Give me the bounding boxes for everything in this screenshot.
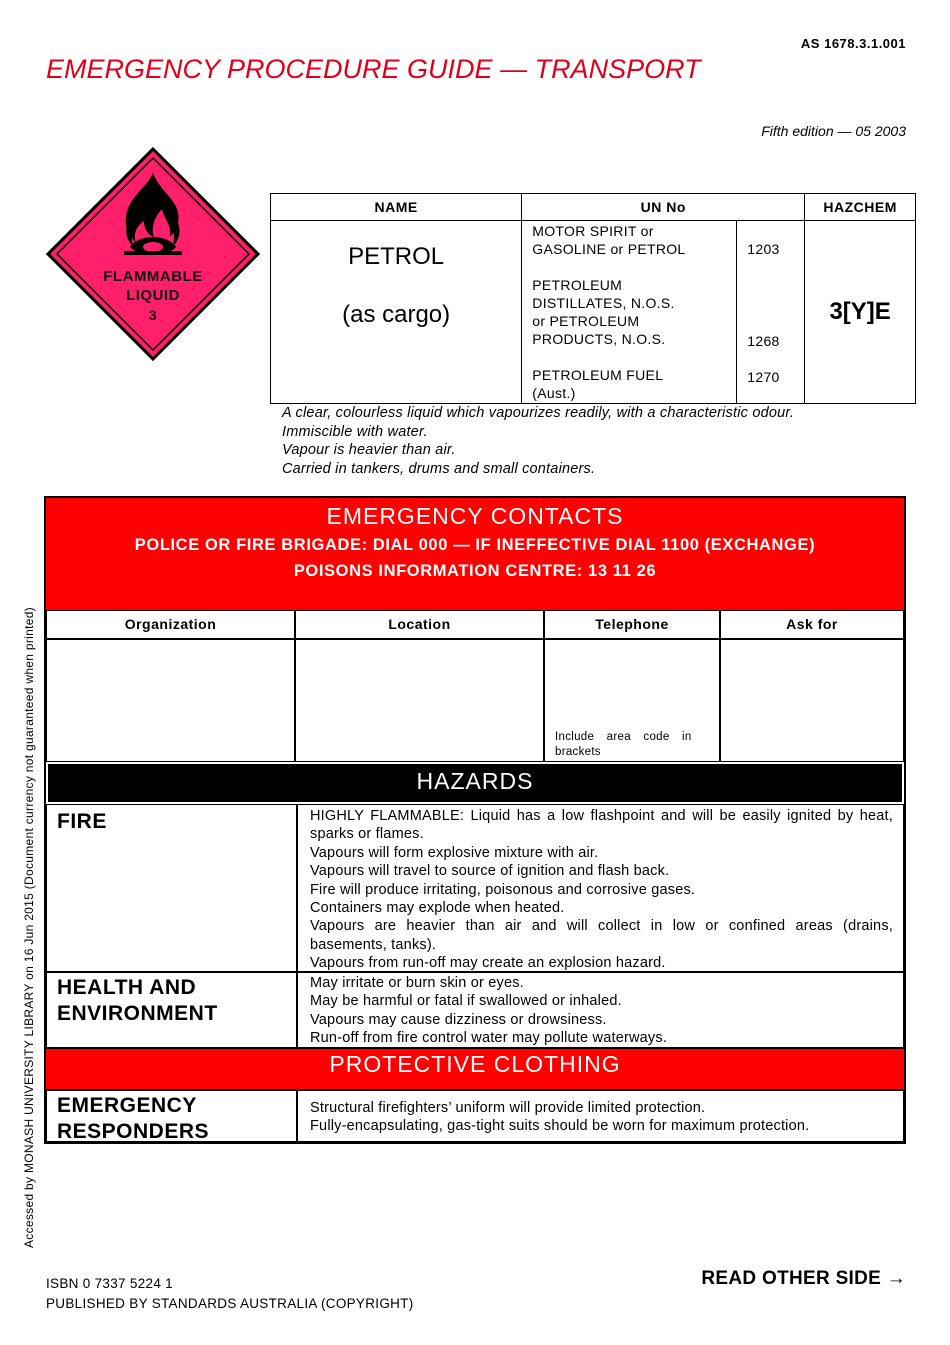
emergency-contacts-banner (46, 498, 904, 610)
un-no-header: UN No (522, 194, 805, 221)
product-description (282, 404, 794, 478)
location-field[interactable] (295, 639, 544, 762)
responders-text-1: Structural firefighters’ uniform will provide limited protection. (310, 1100, 706, 1116)
telephone-note: Include area code in brackets (555, 731, 692, 758)
product-name-sub: (as cargo) (342, 301, 451, 328)
un-desc-2d: PRODUCTS, N.O.S. (532, 331, 666, 347)
telephone-field[interactable] (544, 639, 720, 762)
fire-text-3: Vapours will travel to source of ignition and flash back. (310, 863, 670, 880)
health-text-4: Run-off from fire control water may pollute waterways. (310, 1030, 668, 1047)
page-title: EMERGENCY PROCEDURE GUIDE — TRANSPORT (46, 54, 701, 84)
flammable-liquid-placard (46, 147, 260, 361)
fire-text-1: HIGHLY FLAMMABLE: Liquid has a low flashpoint and will be easily ignited by heat, sparks or flames. (310, 808, 893, 843)
organization-field[interactable] (46, 639, 295, 762)
fire-text-2: Vapours will form explosive mixture with air. (310, 844, 599, 861)
health-text-3: Vapours may cause dizziness or drowsiness. (310, 1011, 607, 1028)
health-label-2: ENVIRONMENT (57, 1002, 218, 1025)
un-desc-2a: PETROLEUM (532, 277, 623, 293)
fire-text-4: Fire will produce irritating, poisonous and corrosive gases. (310, 881, 696, 898)
hazchem-code: 3[Y]E (805, 221, 916, 404)
placard-line-2: LIQUID (126, 287, 180, 304)
description-line-4: Carried in tankers, drums and small containers. (282, 460, 596, 477)
placard-class-number: 3 (148, 307, 158, 323)
hazchem-header: HAZCHEM (805, 194, 916, 221)
un-number-cell (522, 221, 805, 404)
hazards-banner (46, 762, 904, 804)
edition-label: Fifth edition — 05 2003 (761, 123, 906, 139)
column-ask-for: Ask for (720, 610, 904, 639)
fire-text-7: Vapours from run-off may create an explosion hazard. (310, 955, 666, 972)
fire-text-cell (297, 804, 904, 972)
isbn: ISBN 0 7337 5224 1 (46, 1276, 173, 1291)
responders-label-1: EMERGENCY (57, 1094, 197, 1117)
description-line-1: A clear, colourless liquid which vapourizes readily, with a characteristic odour. (282, 405, 795, 421)
product-name: PETROL (348, 243, 445, 270)
health-text-2: May be harmful or fatal if swallowed or inhaled. (310, 993, 622, 1010)
publisher: PUBLISHED BY STANDARDS AUSTRALIA (COPYRIGHT) (46, 1296, 414, 1311)
fire-text-6: Vapours are heavier than air and will collect in low or confined areas (drains, basements, tanks). (310, 918, 893, 953)
un-desc-3b: (Aust.) (532, 385, 576, 401)
protective-clothing-title: PROTECTIVE CLOTHING (329, 1051, 621, 1077)
fire-label-cell (46, 804, 297, 972)
health-text-1: May irritate or burn skin or eyes. (310, 975, 524, 991)
description-line-2: Immiscible with water. (282, 423, 428, 440)
responders-text-2: Fully-encapsulating, gas-tight suits should be worn for maximum protection. (310, 1118, 810, 1135)
responders-label-2: RESPONDERS (57, 1120, 210, 1143)
standard-number: AS 1678.3.1.001 (800, 36, 906, 51)
un-desc-3a: PETROLEUM FUEL (532, 367, 664, 383)
column-organization: Organization (46, 610, 295, 639)
placard-diamond (46, 147, 260, 361)
ask-for-field[interactable] (720, 639, 904, 762)
protective-clothing-banner (46, 1048, 904, 1090)
fire-text-5: Containers may explode when heated. (310, 900, 565, 917)
emergency-contacts-line-2: POISONS INFORMATION CENTRE: 13 11 26 (293, 562, 657, 580)
hazards-title: HAZARDS (416, 768, 534, 794)
product-table (270, 193, 916, 404)
health-text-cell (297, 972, 904, 1048)
description-line-3: Vapour is heavier than air. (282, 442, 456, 458)
emergency-contacts-line-1: POLICE OR FIRE BRIGADE: DIAL 000 — IF INEFFECTIVE DIAL 1100 (EXCHANGE) (134, 536, 816, 554)
read-other-side-link: READ OTHER SIDE → (701, 1268, 906, 1289)
un-number-1: 1203 (747, 241, 780, 257)
footer-publication-info (46, 1274, 414, 1314)
un-number-2: 1268 (747, 333, 780, 349)
responders-text-cell (297, 1090, 904, 1142)
responders-label-cell (46, 1090, 297, 1142)
un-desc-2c: or PETROLEUM (532, 313, 640, 329)
name-header: NAME (271, 194, 522, 221)
health-label-cell (46, 972, 297, 1048)
un-number-3: 1270 (747, 369, 780, 385)
health-label-1: HEALTH AND (57, 976, 197, 999)
un-desc-1a: MOTOR SPIRIT or (532, 223, 654, 239)
column-telephone: Telephone (544, 610, 720, 639)
product-name-cell (271, 221, 522, 404)
emergency-guide-box (44, 496, 906, 1144)
un-desc-1b: GASOLINE or PETROL (532, 241, 686, 257)
un-desc-2b: DISTILLATES, N.O.S. (532, 295, 675, 311)
fire-label: FIRE (57, 810, 107, 833)
library-access-note: Accessed by MONASH UNIVERSITY LIBRARY on 16 Jun 2015 (Document currency not guaranteed when printed) (22, 607, 36, 1248)
column-location: Location (295, 610, 544, 639)
emergency-contacts-title: EMERGENCY CONTACTS (326, 503, 624, 529)
placard-line-1: FLAMMABLE (103, 268, 203, 285)
